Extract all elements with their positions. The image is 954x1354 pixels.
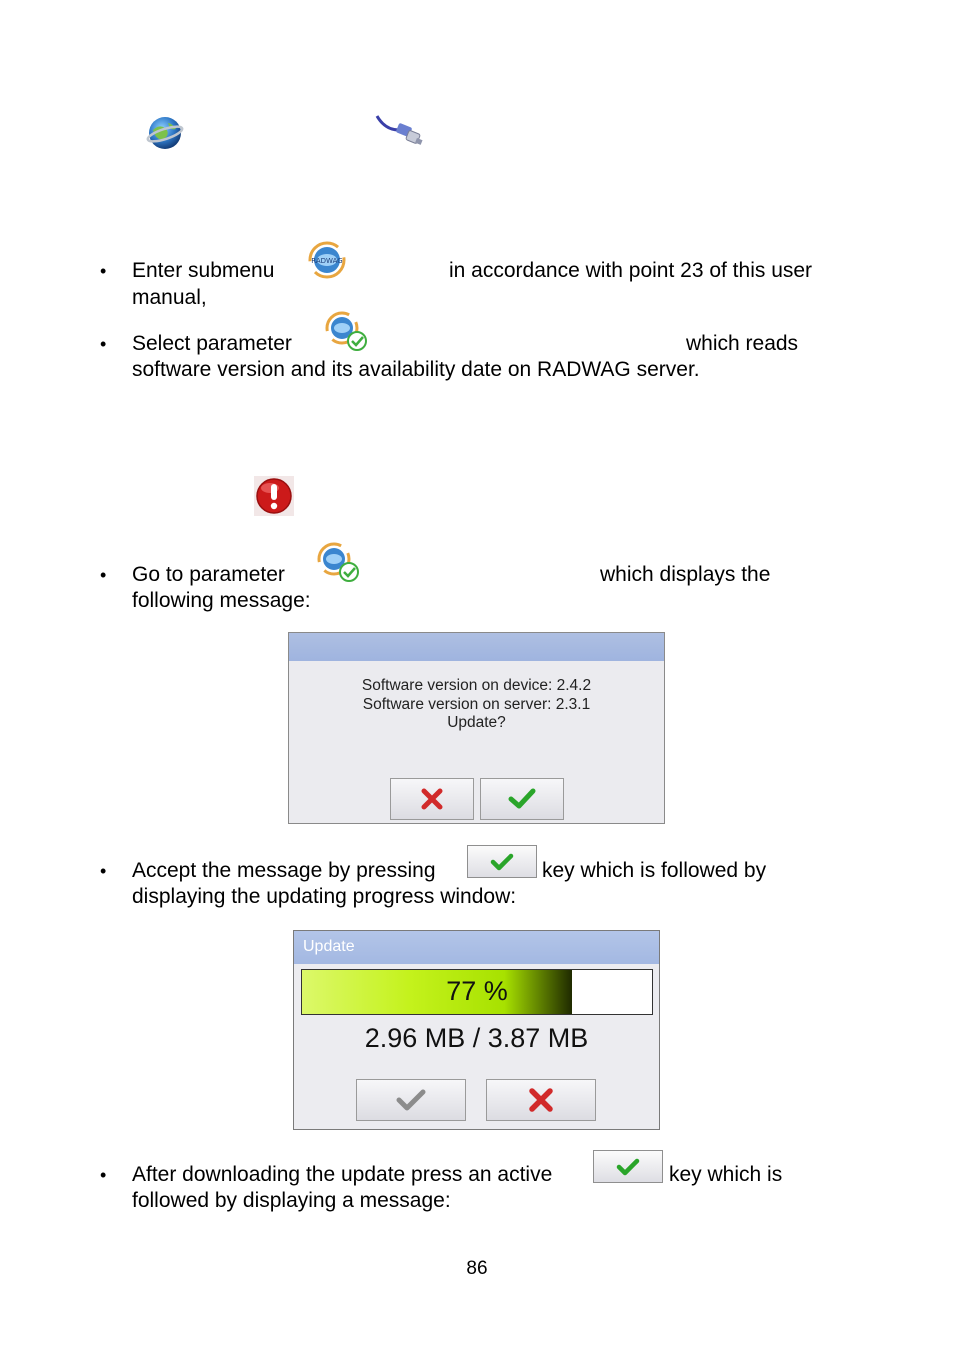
radwag-check-icon <box>323 311 371 355</box>
check-icon <box>395 1088 427 1112</box>
bullet: • <box>100 565 107 585</box>
cross-icon <box>528 1087 554 1113</box>
confirm-button-disabled[interactable] <box>356 1079 466 1121</box>
confirm-key-inline <box>467 845 537 878</box>
item-3-text-b: which displays the <box>600 563 771 586</box>
item-3-text-c: following message: <box>132 589 311 612</box>
check-icon <box>616 1158 640 1176</box>
item-5-text-a: After downloading the update press an active <box>132 1163 553 1186</box>
update-progress-dialog <box>293 930 660 1130</box>
bullet: • <box>100 261 107 281</box>
item-2-text-b: which reads <box>686 332 799 355</box>
radwag-update-icon <box>305 240 349 280</box>
confirm-button[interactable] <box>480 778 564 820</box>
bullet: • <box>100 1165 107 1185</box>
item-4-text-b: key which is followed by <box>542 859 767 882</box>
dialog-title: Update <box>303 938 355 955</box>
item-1-text-b: in accordance with point 23 of this user <box>449 259 813 282</box>
update-question: Update? <box>447 714 506 731</box>
item-1-text-a: Enter submenu <box>132 259 275 282</box>
progress-bar <box>301 969 653 1015</box>
download-size: 2.96 MB / 3.87 MB <box>364 1023 589 1053</box>
item-1-text-c: manual, <box>132 286 207 309</box>
dialog-title-bar <box>289 633 664 661</box>
item-3-text-a: Go to parameter <box>132 563 285 586</box>
network-cable-icon <box>375 114 427 150</box>
dialog-message <box>289 677 664 733</box>
svg-text:RADWAG: RADWAG <box>311 257 343 265</box>
item-5-text-c: followed by displaying a message: <box>132 1189 451 1212</box>
warning-icon <box>254 476 294 516</box>
cancel-button[interactable] <box>390 778 474 820</box>
page-number: 86 <box>466 1258 488 1279</box>
item-2-text-a: Select parameter <box>132 332 292 355</box>
cross-icon <box>421 788 443 810</box>
confirm-dialog <box>288 632 665 824</box>
globe-icon <box>146 114 184 152</box>
cancel-button[interactable] <box>486 1079 596 1121</box>
progress-percent: 77 % <box>446 976 508 1006</box>
confirm-key-inline <box>593 1150 663 1183</box>
bullet: • <box>100 861 107 881</box>
item-4-text-a: Accept the message by pressing <box>132 859 436 882</box>
check-icon <box>508 788 536 810</box>
device-version-text: Software version on device: 2.4.2 <box>361 677 592 694</box>
radwag-check-icon <box>315 542 363 586</box>
bullet: • <box>100 334 107 354</box>
item-2-text-c: software version and its availability date on RADWAG server. <box>132 358 700 381</box>
check-icon <box>490 853 514 871</box>
item-4-text-c: displaying the updating progress window: <box>132 885 517 908</box>
server-version-text: Software version on server: 2.3.1 <box>362 695 591 713</box>
item-5-text-b: key which is <box>669 1163 783 1186</box>
